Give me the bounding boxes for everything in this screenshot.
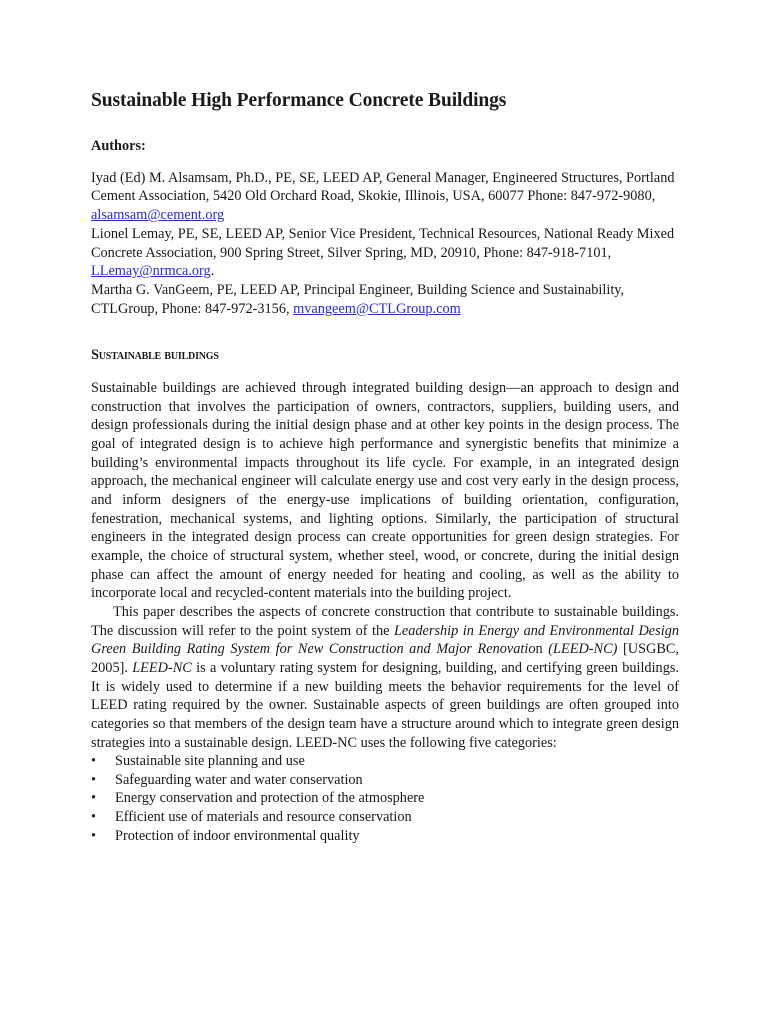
paragraph-text: This paper describes the aspects of concrete construction that contribute to sustainable buildings. The discussion will refer to the point system of the [91, 603, 679, 639]
authors-list [91, 169, 679, 319]
section-heading: Sustainable buildings [91, 347, 219, 364]
bullet-icon: • [91, 827, 97, 844]
author-details: Lionel Lemay, PE, SE, LEED AP, Senior Vice President, Technical Resources, National Ready Mixed Concrete Association, 900 Spring Street, Silver Spring, MD, 20910, Phone: 847-918-7101, [91, 225, 675, 261]
list-item [91, 771, 679, 790]
author-entry [91, 225, 679, 281]
author-email-link[interactable]: LLemay@nrmca.org [91, 263, 211, 280]
list-item-text: Protection of indoor environmental quality [115, 827, 360, 844]
bullet-icon: • [91, 808, 97, 825]
author-email-link[interactable]: mvangeem@CTLGroup.com [293, 300, 461, 317]
author-entry [91, 281, 679, 318]
document-title: Sustainable High Performance Concrete Buildings [91, 90, 507, 111]
body-paragraph [91, 603, 679, 752]
author-details: Iyad (Ed) M. Alsamsam, Ph.D., PE, SE, LEED AP, General Manager, Engineered Structures, Portland Cement Association, 5420 Old Orchard Road, Skokie, Illinois, USA, 60077 Phone: 847-972-9080, [91, 169, 675, 205]
list-item-text: Sustainable site planning and use [115, 753, 305, 770]
bullet-icon: • [91, 790, 97, 807]
document-page [91, 88, 679, 845]
bullet-icon: • [91, 771, 97, 788]
paragraph-text: is a voluntary rating system for designing, building, and certifying green buildings. It is widely used to determine if a new building meets the behavior requirements for the level of LEED rating required by the owner. Sustainable aspects of green buildings are often grouped into categories so that members of the design team have a structure around which to integrate green design strategies into a sustainable design. LEED-NC uses the following five categories: [91, 659, 679, 751]
bullet-icon: • [91, 753, 97, 770]
authors-label: Authors: [91, 138, 146, 154]
list-item [91, 789, 679, 808]
categories-list [91, 752, 679, 845]
author-entry [91, 169, 679, 225]
list-item-text: Energy conservation and protection of the atmosphere [115, 790, 425, 807]
paragraph-text: [USGBC, 2005]. [91, 641, 679, 676]
paragraph-italic-text: Leadership in Energy and Environmental Design Green Building Rating System for New Construction and Major Renovatio [91, 622, 679, 658]
list-item [91, 752, 679, 771]
list-item-text: Safeguarding water and water conservation [115, 771, 363, 788]
paragraph-text: n [535, 641, 549, 658]
body-paragraph: Sustainable buildings are achieved through integrated building design—an approach to design and construction that involves the participation of owners, contractors, suppliers, building users, and design professionals during the initial design phase and at other key points in the design process. The goal of integrated design is to achieve high performance and synergistic benefits that minimize a building’s environmental impacts throughout its life cycle. For example, in an integrated design approach, the mechanical engineer will calculate energy use and cost very early in the design process, and inform designers of the energy-use implications of building orientation, configuration, fenestration, mechanical systems, and lighting options. Similarly, the participation of structural engineers in the integrated design process can create opportunities for green design strategies. For example, the choice of structural system, whether steel, wood, or concrete, during the initial design phase can affect the amount of energy needed for heating and cooling, as well as the ability to incorporate local and recycled-content materials into the building project. [91, 380, 679, 602]
author-details: Martha G. VanGeem, PE, LEED AP, Principal Engineer, Building Science and Sustainability, CTLGroup, Phone: 847-972-3156, [91, 281, 625, 317]
paragraph-italic-text: LEED-NC [132, 659, 192, 676]
list-item [91, 808, 679, 827]
list-item-text: Efficient use of materials and resource conservation [115, 808, 412, 825]
paragraph-italic-text: (LEED-NC) [548, 641, 618, 658]
list-item [91, 827, 679, 846]
author-suffix: . [210, 263, 215, 280]
author-email-link[interactable]: alsamsam@cement.org [91, 207, 225, 224]
